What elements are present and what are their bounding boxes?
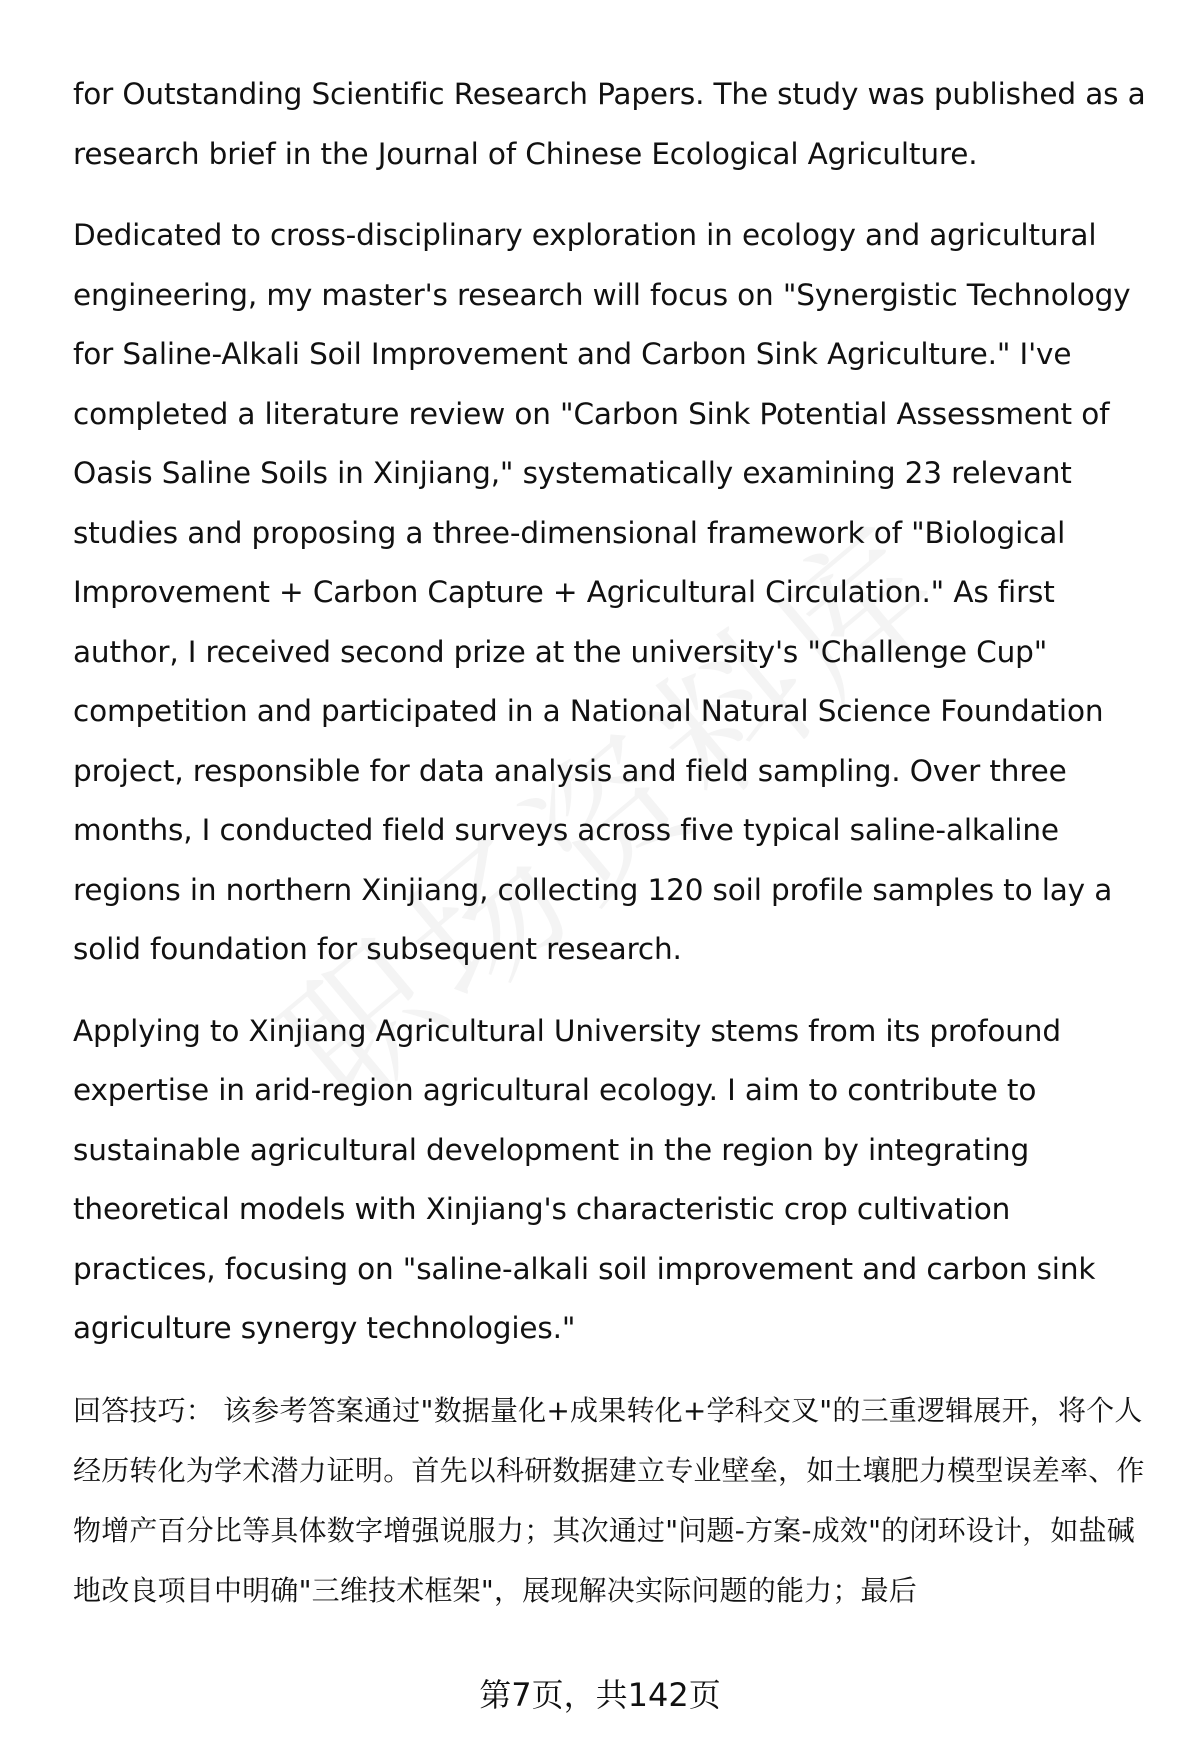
- paragraph-award-publication: for Outstanding Scientific Research Papers. The study was published as a research brief in the Journal of Chinese Ecological Agriculture.: [73, 77, 1146, 171]
- page-content: [73, 65, 1148, 1643]
- paragraph-answer-tips: 回答技巧： 该参考答案通过"数据量化+成果转化+学科交叉"的三重逻辑展开，将个人经历转化为学术潜力证明。首先以科研数据建立专业壁垒，如土壤肥力模型误差率、作物增产百分比等具体数字增强说服力；其次通过"问题-方案-成效"的闭环设计，如盐碱地改良项目中明确"三维技术框架"，展现解决实际问题的能力；最后: [73, 1393, 1145, 1607]
- page-number: 第7页，共142页: [479, 1676, 721, 1714]
- paragraph-application-motivation: Applying to Xinjiang Agricultural University stems from its profound expertise in arid-region agricultural ecology. I aim to contribute to sustainable agricultural development in the region by integrating theoretical models with Xinjiang's characteristic crop cultivation practices, focusing on "saline-alkali soil improvement and carbon sink agriculture synergy technologies.": [73, 1013, 1096, 1345]
- paragraph-research-focus: Dedicated to cross-disciplinary exploration in ecology and agricultural engineering, my master's research will focus on "Synergistic Technology for Saline-Alkali Soil Improvement and Carbon Sink Agriculture." I've completed a literature review on "Carbon Sink Potential Assessment of Oasis Saline Soils in Xinjiang," systematically examining 23 relevant studies and proposing a three-dimensional framework of "Biological Improvement + Carbon Capture + Agricultural Circulation." As first author, I received second prize at the university's "Challenge Cup" competition and participated in a National Natural Science Foundation project, responsible for data analysis and field sampling. Over three months, I conducted field surveys across five typical saline-alkaline regions in northern Xinjiang, collecting 120 soil profile samples to lay a solid foundation for subsequent research.: [73, 218, 1131, 966]
